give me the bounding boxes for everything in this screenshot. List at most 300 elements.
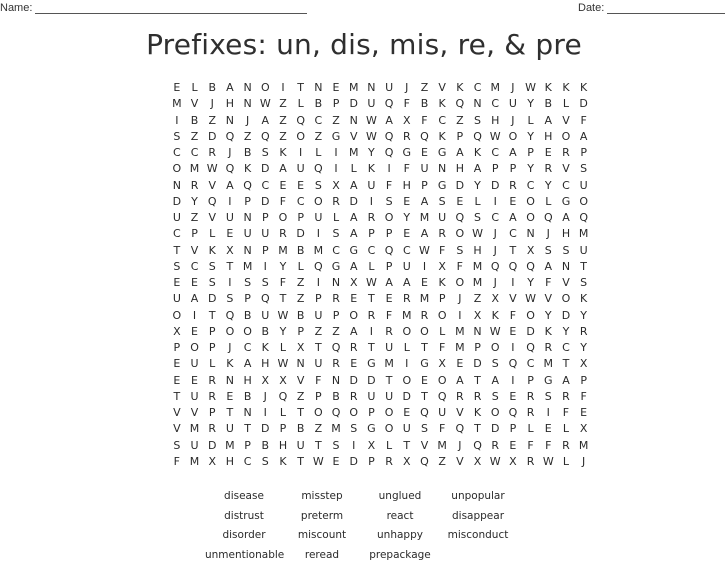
grid-letter[interactable]: K: [473, 406, 482, 420]
grid-letter[interactable]: D: [579, 97, 588, 111]
grid-letter[interactable]: U: [385, 81, 394, 95]
grid-letter[interactable]: U: [261, 308, 270, 322]
grid-letter[interactable]: L: [191, 81, 198, 95]
grid-letter[interactable]: X: [279, 373, 287, 387]
grid-letter[interactable]: A: [473, 162, 482, 176]
grid-letter[interactable]: E: [420, 373, 428, 387]
grid-letter[interactable]: S: [420, 422, 428, 436]
grid-letter[interactable]: C: [402, 243, 411, 257]
grid-letter[interactable]: S: [580, 276, 588, 290]
grid-letter[interactable]: D: [172, 194, 182, 208]
grid-letter[interactable]: F: [279, 276, 287, 290]
grid-letter[interactable]: C: [491, 97, 500, 111]
grid-letter[interactable]: O: [402, 373, 412, 387]
grid-letter[interactable]: N: [296, 357, 305, 371]
grid-letter[interactable]: V: [190, 406, 199, 420]
grid-letter[interactable]: I: [369, 194, 374, 208]
grid-letter[interactable]: K: [438, 97, 446, 111]
grid-letter[interactable]: T: [562, 357, 570, 371]
grid-letter[interactable]: E: [226, 227, 234, 241]
grid-letter[interactable]: J: [493, 276, 497, 290]
grid-letter[interactable]: U: [225, 211, 234, 225]
grid-letter[interactable]: P: [527, 146, 534, 160]
grid-letter[interactable]: M: [278, 243, 288, 257]
grid-letter[interactable]: L: [527, 113, 534, 127]
grid-letter[interactable]: I: [405, 357, 409, 371]
grid-letter[interactable]: U: [438, 406, 447, 420]
grid-letter[interactable]: U: [385, 341, 394, 355]
grid-letter[interactable]: C: [562, 178, 570, 192]
grid-letter[interactable]: J: [228, 341, 232, 355]
grid-letter[interactable]: P: [456, 129, 464, 143]
grid-letter[interactable]: T: [368, 341, 375, 355]
grid-letter[interactable]: E: [420, 276, 428, 290]
grid-letter[interactable]: E: [456, 194, 464, 208]
grid-letter[interactable]: E: [403, 194, 411, 208]
grid-letter[interactable]: O: [455, 276, 465, 290]
grid-letter[interactable]: U: [314, 308, 323, 322]
grid-letter[interactable]: P: [315, 292, 322, 306]
grid-letter[interactable]: E: [173, 81, 181, 95]
grid-letter[interactable]: K: [544, 324, 552, 338]
grid-letter[interactable]: C: [190, 146, 199, 160]
grid-letter[interactable]: A: [403, 276, 411, 290]
grid-letter[interactable]: W: [525, 81, 537, 95]
grid-letter[interactable]: Q: [225, 162, 235, 176]
grid-letter[interactable]: C: [173, 227, 181, 241]
grid-letter[interactable]: T: [208, 308, 216, 322]
grid-letter[interactable]: E: [403, 227, 411, 241]
grid-letter[interactable]: L: [315, 146, 322, 160]
grid-letter[interactable]: O: [225, 324, 235, 338]
grid-letter[interactable]: T: [509, 243, 517, 257]
grid-letter[interactable]: E: [350, 292, 358, 306]
grid-letter[interactable]: Y: [562, 324, 570, 338]
grid-letter[interactable]: D: [261, 422, 270, 436]
grid-letter[interactable]: Z: [314, 324, 323, 338]
grid-letter[interactable]: P: [580, 373, 587, 387]
grid-letter[interactable]: A: [385, 113, 393, 127]
grid-letter[interactable]: E: [385, 292, 393, 306]
grid-letter[interactable]: I: [263, 259, 267, 273]
grid-letter[interactable]: R: [208, 146, 217, 160]
grid-letter[interactable]: Z: [473, 292, 482, 306]
grid-letter[interactable]: A: [349, 259, 358, 273]
grid-letter[interactable]: L: [562, 454, 570, 468]
grid-letter[interactable]: Y: [527, 162, 534, 176]
date-blank-line[interactable]: [607, 3, 725, 14]
grid-letter[interactable]: N: [243, 243, 252, 257]
grid-letter[interactable]: M: [578, 227, 589, 241]
grid-letter[interactable]: A: [562, 211, 570, 225]
grid-letter[interactable]: E: [509, 324, 517, 338]
grid-letter[interactable]: X: [403, 454, 411, 468]
grid-letter[interactable]: V: [173, 422, 181, 436]
grid-letter[interactable]: N: [172, 178, 181, 192]
grid-letter[interactable]: Q: [420, 454, 429, 468]
grid-letter[interactable]: S: [261, 276, 269, 290]
grid-letter[interactable]: O: [490, 341, 500, 355]
grid-letter[interactable]: B: [544, 97, 553, 111]
grid-letter[interactable]: Y: [527, 129, 534, 143]
grid-letter[interactable]: X: [403, 113, 411, 127]
grid-letter[interactable]: A: [420, 227, 429, 241]
grid-letter[interactable]: N: [526, 227, 535, 241]
grid-letter[interactable]: S: [332, 227, 340, 241]
grid-letter[interactable]: T: [421, 389, 428, 403]
grid-letter[interactable]: U: [190, 438, 199, 452]
grid-letter[interactable]: B: [261, 324, 270, 338]
grid-letter[interactable]: U: [261, 227, 270, 241]
grid-letter[interactable]: O: [526, 211, 535, 225]
grid-letter[interactable]: J: [458, 292, 462, 306]
grid-letter[interactable]: S: [173, 259, 181, 273]
grid-letter[interactable]: K: [438, 129, 446, 143]
grid-letter[interactable]: U: [172, 292, 181, 306]
grid-letter[interactable]: M: [189, 162, 200, 176]
grid-letter[interactable]: S: [562, 243, 570, 257]
grid-letter[interactable]: R: [562, 438, 570, 452]
grid-letter[interactable]: U: [190, 357, 199, 371]
grid-letter[interactable]: T: [314, 438, 322, 452]
grid-letter[interactable]: L: [279, 341, 287, 355]
grid-letter[interactable]: Q: [260, 129, 270, 143]
grid-letter[interactable]: L: [332, 211, 340, 225]
grid-letter[interactable]: P: [368, 227, 375, 241]
grid-letter[interactable]: B: [296, 243, 305, 257]
grid-letter[interactable]: E: [509, 438, 517, 452]
grid-letter[interactable]: R: [367, 211, 376, 225]
grid-letter[interactable]: Z: [456, 113, 464, 127]
grid-letter[interactable]: L: [545, 194, 552, 208]
grid-letter[interactable]: R: [526, 406, 535, 420]
grid-letter[interactable]: R: [208, 389, 217, 403]
grid-letter[interactable]: B: [420, 97, 429, 111]
grid-letter[interactable]: T: [279, 292, 287, 306]
grid-letter[interactable]: O: [402, 324, 412, 338]
grid-letter[interactable]: R: [456, 389, 464, 403]
grid-letter[interactable]: O: [172, 162, 182, 176]
grid-letter[interactable]: L: [279, 406, 287, 420]
grid-letter[interactable]: V: [509, 292, 517, 306]
grid-letter[interactable]: F: [438, 243, 446, 257]
grid-letter[interactable]: Q: [420, 406, 429, 420]
grid-letter[interactable]: L: [474, 194, 481, 208]
grid-letter[interactable]: O: [243, 324, 252, 338]
grid-letter[interactable]: X: [296, 341, 305, 355]
grid-letter[interactable]: J: [405, 81, 409, 95]
grid-letter[interactable]: Q: [455, 211, 465, 225]
grid-letter[interactable]: R: [208, 422, 217, 436]
grid-letter[interactable]: R: [402, 292, 411, 306]
grid-letter[interactable]: A: [456, 146, 464, 160]
grid-letter[interactable]: E: [279, 178, 287, 192]
grid-letter[interactable]: V: [190, 97, 199, 111]
grid-letter[interactable]: L: [350, 162, 357, 176]
grid-letter[interactable]: P: [208, 324, 216, 338]
grid-letter[interactable]: E: [332, 81, 340, 95]
grid-letter[interactable]: V: [173, 406, 181, 420]
grid-letter[interactable]: B: [314, 97, 323, 111]
grid-letter[interactable]: N: [349, 113, 358, 127]
grid-letter[interactable]: Z: [420, 81, 429, 95]
grid-letter[interactable]: H: [491, 113, 500, 127]
grid-letter[interactable]: B: [190, 113, 199, 127]
grid-letter[interactable]: E: [297, 178, 305, 192]
grid-letter[interactable]: W: [525, 292, 537, 306]
grid-letter[interactable]: A: [226, 81, 234, 95]
grid-letter[interactable]: R: [562, 389, 570, 403]
grid-letter[interactable]: U: [402, 259, 411, 273]
grid-letter[interactable]: R: [385, 324, 393, 338]
grid-letter[interactable]: Q: [473, 129, 482, 143]
grid-letter[interactable]: I: [299, 146, 303, 160]
grid-letter[interactable]: C: [526, 357, 535, 371]
grid-letter[interactable]: U: [367, 97, 376, 111]
grid-letter[interactable]: S: [544, 389, 552, 403]
name-blank-line[interactable]: [35, 3, 307, 14]
grid-letter[interactable]: Z: [279, 97, 287, 111]
grid-letter[interactable]: C: [562, 341, 570, 355]
grid-letter[interactable]: A: [226, 178, 234, 192]
grid-letter[interactable]: A: [544, 259, 553, 273]
grid-letter[interactable]: R: [402, 129, 411, 143]
grid-letter[interactable]: D: [490, 178, 500, 192]
grid-letter[interactable]: O: [437, 308, 447, 322]
grid-letter[interactable]: Z: [279, 129, 287, 143]
grid-letter[interactable]: C: [296, 194, 305, 208]
grid-letter[interactable]: M: [189, 454, 200, 468]
grid-letter[interactable]: B: [243, 308, 252, 322]
grid-letter[interactable]: S: [261, 454, 269, 468]
grid-letter[interactable]: U: [190, 389, 199, 403]
grid-letter[interactable]: P: [297, 211, 304, 225]
grid-letter[interactable]: K: [226, 357, 234, 371]
grid-letter[interactable]: I: [511, 373, 515, 387]
grid-letter[interactable]: E: [173, 276, 181, 290]
grid-letter[interactable]: W: [542, 454, 554, 468]
grid-letter[interactable]: T: [297, 406, 305, 420]
grid-letter[interactable]: Y: [279, 259, 287, 273]
grid-letter[interactable]: A: [349, 211, 358, 225]
grid-letter[interactable]: G: [420, 357, 429, 371]
grid-letter[interactable]: J: [493, 243, 497, 257]
grid-letter[interactable]: O: [384, 211, 394, 225]
grid-letter[interactable]: J: [210, 97, 214, 111]
grid-letter[interactable]: X: [261, 373, 270, 387]
grid-letter[interactable]: I: [334, 146, 338, 160]
grid-letter[interactable]: O: [314, 406, 323, 420]
grid-letter[interactable]: P: [261, 243, 269, 257]
grid-letter[interactable]: W: [489, 324, 501, 338]
grid-letter[interactable]: M: [419, 211, 430, 225]
grid-letter[interactable]: Q: [543, 211, 553, 225]
grid-letter[interactable]: M: [472, 276, 483, 290]
grid-letter[interactable]: S: [491, 357, 499, 371]
grid-letter[interactable]: I: [511, 341, 515, 355]
grid-letter[interactable]: C: [243, 454, 252, 468]
grid-letter[interactable]: A: [349, 324, 358, 338]
grid-letter[interactable]: K: [438, 276, 446, 290]
grid-letter[interactable]: P: [173, 341, 181, 355]
grid-letter[interactable]: T: [173, 389, 181, 403]
grid-letter[interactable]: O: [579, 194, 588, 208]
grid-letter[interactable]: C: [261, 178, 270, 192]
grid-letter[interactable]: R: [579, 324, 588, 338]
grid-letter[interactable]: P: [279, 422, 287, 436]
grid-letter[interactable]: L: [386, 438, 393, 452]
grid-letter[interactable]: G: [331, 129, 341, 143]
grid-letter[interactable]: J: [228, 146, 232, 160]
grid-letter[interactable]: M: [331, 422, 341, 436]
grid-letter[interactable]: S: [474, 211, 482, 225]
grid-letter[interactable]: S: [208, 276, 216, 290]
grid-letter[interactable]: P: [438, 292, 446, 306]
grid-letter[interactable]: S: [350, 422, 358, 436]
grid-letter[interactable]: P: [385, 227, 393, 241]
grid-letter[interactable]: M: [437, 438, 447, 452]
grid-letter[interactable]: T: [314, 341, 322, 355]
grid-letter[interactable]: V: [456, 406, 464, 420]
grid-letter[interactable]: Y: [403, 211, 411, 225]
grid-letter[interactable]: N: [225, 373, 235, 387]
grid-letter[interactable]: Z: [190, 129, 199, 143]
grid-letter[interactable]: U: [402, 422, 411, 436]
grid-letter[interactable]: S: [261, 146, 269, 160]
grid-letter[interactable]: F: [438, 422, 446, 436]
grid-letter[interactable]: R: [438, 227, 446, 241]
grid-letter[interactable]: S: [385, 194, 393, 208]
grid-letter[interactable]: T: [474, 373, 481, 387]
grid-letter[interactable]: Q: [296, 113, 305, 127]
grid-letter[interactable]: I: [493, 194, 497, 208]
grid-letter[interactable]: W: [277, 357, 289, 371]
grid-letter[interactable]: O: [314, 194, 323, 208]
grid-letter[interactable]: N: [473, 324, 482, 338]
grid-letter[interactable]: B: [243, 146, 252, 160]
grid-letter[interactable]: M: [384, 357, 394, 371]
grid-letter[interactable]: W: [472, 227, 483, 241]
grid-letter[interactable]: N: [243, 211, 252, 225]
grid-letter[interactable]: M: [490, 81, 500, 95]
grid-letter[interactable]: Q: [526, 341, 535, 355]
grid-letter[interactable]: F: [421, 113, 428, 127]
grid-letter[interactable]: Q: [579, 211, 588, 225]
grid-letter[interactable]: Q: [314, 162, 323, 176]
grid-letter[interactable]: P: [315, 389, 322, 403]
grid-letter[interactable]: F: [580, 389, 587, 403]
grid-letter[interactable]: P: [491, 162, 499, 176]
grid-letter[interactable]: F: [438, 341, 446, 355]
grid-letter[interactable]: I: [369, 324, 374, 338]
grid-letter[interactable]: N: [331, 276, 341, 290]
grid-letter[interactable]: K: [243, 162, 252, 176]
grid-letter[interactable]: F: [315, 373, 322, 387]
grid-letter[interactable]: M: [472, 259, 483, 273]
grid-letter[interactable]: J: [458, 438, 462, 452]
grid-letter[interactable]: M: [348, 81, 359, 95]
grid-letter[interactable]: E: [173, 373, 181, 387]
grid-letter[interactable]: O: [278, 211, 288, 225]
grid-letter[interactable]: S: [580, 162, 588, 176]
grid-letter[interactable]: U: [172, 211, 181, 225]
grid-letter[interactable]: K: [261, 341, 269, 355]
grid-letter[interactable]: R: [332, 357, 340, 371]
grid-letter[interactable]: K: [456, 81, 464, 95]
grid-letter[interactable]: S: [544, 243, 552, 257]
grid-letter[interactable]: R: [491, 438, 500, 452]
grid-letter[interactable]: T: [421, 341, 428, 355]
grid-letter[interactable]: D: [561, 308, 571, 322]
grid-letter[interactable]: I: [546, 406, 550, 420]
grid-letter[interactable]: B: [296, 308, 305, 322]
grid-letter[interactable]: Z: [438, 454, 446, 468]
grid-letter[interactable]: I: [511, 276, 515, 290]
grid-letter[interactable]: L: [209, 357, 216, 371]
grid-letter[interactable]: I: [281, 81, 285, 95]
grid-letter[interactable]: I: [316, 227, 320, 241]
grid-letter[interactable]: F: [385, 178, 393, 192]
grid-letter[interactable]: W: [419, 243, 430, 257]
grid-letter[interactable]: A: [385, 276, 393, 290]
grid-letter[interactable]: Y: [279, 324, 287, 338]
grid-letter[interactable]: D: [207, 129, 217, 143]
grid-letter[interactable]: Q: [455, 422, 465, 436]
grid-letter[interactable]: R: [385, 454, 393, 468]
grid-letter[interactable]: X: [349, 276, 358, 290]
grid-letter[interactable]: Y: [474, 178, 481, 192]
grid-letter[interactable]: U: [579, 243, 588, 257]
grid-letter[interactable]: I: [352, 438, 356, 452]
grid-letter[interactable]: I: [228, 276, 232, 290]
grid-letter[interactable]: R: [509, 178, 517, 192]
grid-letter[interactable]: F: [173, 454, 180, 468]
grid-letter[interactable]: H: [278, 438, 288, 452]
grid-letter[interactable]: X: [438, 357, 446, 371]
grid-letter[interactable]: F: [456, 259, 463, 273]
grid-letter[interactable]: T: [297, 454, 305, 468]
grid-letter[interactable]: Q: [508, 406, 518, 420]
grid-letter[interactable]: D: [296, 227, 305, 241]
grid-letter[interactable]: L: [562, 422, 570, 436]
grid-letter[interactable]: R: [562, 146, 570, 160]
grid-letter[interactable]: D: [207, 292, 217, 306]
grid-letter[interactable]: O: [526, 194, 535, 208]
grid-letter[interactable]: R: [332, 292, 340, 306]
grid-letter[interactable]: C: [491, 211, 500, 225]
grid-letter[interactable]: U: [579, 178, 588, 192]
grid-letter[interactable]: B: [332, 389, 340, 403]
grid-letter[interactable]: X: [579, 422, 588, 436]
grid-letter[interactable]: U: [508, 97, 517, 111]
grid-letter[interactable]: C: [243, 341, 252, 355]
grid-letter[interactable]: D: [402, 389, 412, 403]
grid-letter[interactable]: Q: [384, 129, 394, 143]
grid-letter[interactable]: K: [580, 292, 588, 306]
grid-letter[interactable]: I: [334, 162, 338, 176]
grid-letter[interactable]: Z: [296, 292, 305, 306]
grid-letter[interactable]: K: [279, 454, 287, 468]
grid-letter[interactable]: X: [579, 357, 588, 371]
grid-letter[interactable]: V: [562, 113, 570, 127]
grid-letter[interactable]: U: [314, 211, 323, 225]
grid-letter[interactable]: W: [277, 308, 289, 322]
grid-letter[interactable]: B: [243, 389, 252, 403]
grid-letter[interactable]: R: [349, 389, 358, 403]
grid-letter[interactable]: M: [172, 97, 182, 111]
grid-letter[interactable]: Z: [332, 324, 340, 338]
grid-letter[interactable]: T: [368, 292, 375, 306]
